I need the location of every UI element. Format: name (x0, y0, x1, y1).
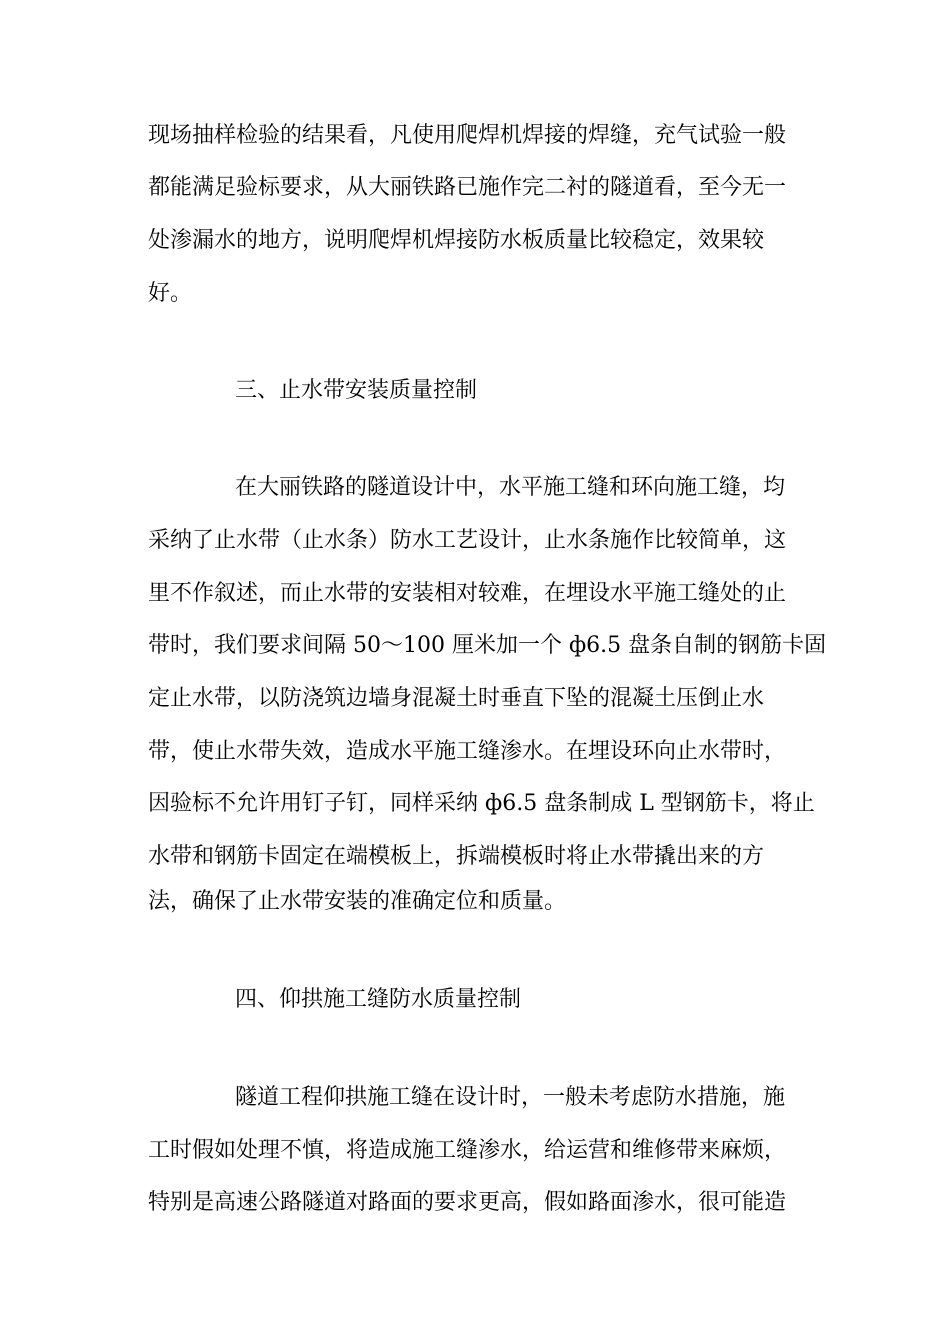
text-line: 都能满足验标要求，从大丽铁路已施作完二衬的隧道看，至今无一 (148, 175, 787, 200)
text-line: 因验标不允许用钉子钉，同样采纳 ф6.5 盘条制成 L 型钢筋卡，将止 (148, 791, 815, 816)
text-line: 里不作叙述，而止水带的安装相对较难，在埋设水平施工缝处的止 (148, 581, 787, 606)
text-line: 好。 (148, 281, 193, 306)
text-line: 现场抽样检验的结果看，凡使用爬焊机焊接的焊缝，充气试验一般 (148, 123, 787, 148)
text-line: 隧道工程仰拱施工缝在设计时，一般未考虑防水措施，施 (235, 1085, 786, 1110)
section-heading: 四、仰拱施工缝防水质量控制 (235, 987, 522, 1012)
text-line: 带，使止水带失效，造成水平施工缝渗水。在埋设环向止水带时， (148, 739, 787, 764)
text-line: 特别是高速公路隧道对路面的要求更高，假如路面渗水，很可能造 (148, 1190, 787, 1215)
text-line: 在大丽铁路的隧道设计中，水平施工缝和环向施工缝，均 (235, 475, 786, 500)
text-line: 采纳了止水带（止水条）防水工艺设计，止水条施作比较简单，这 (148, 528, 787, 553)
text-line: 带时，我们要求间隔 50～100 厘米加一个 ф6.5 盘条自制的钢筋卡固 (148, 633, 827, 658)
text-line: 处渗漏水的地方，说明爬焊机焊接防水板质量比较稳定，效果较 (148, 228, 765, 253)
text-line: 法，确保了止水带安装的准确定位和质量。 (148, 889, 567, 914)
text-line: 工时假如处理不慎，将造成施工缝渗水，给运营和维修带来麻烦， (148, 1138, 787, 1163)
text-line: 定止水带，以防浇筑边墙身混凝土时垂直下坠的混凝土压倒止水 (148, 686, 765, 711)
section-heading: 三、止水带安装质量控制 (235, 378, 478, 403)
text-line: 水带和钢筋卡固定在端模板上，拆端模板时将止水带撬出来的方 (148, 844, 765, 869)
